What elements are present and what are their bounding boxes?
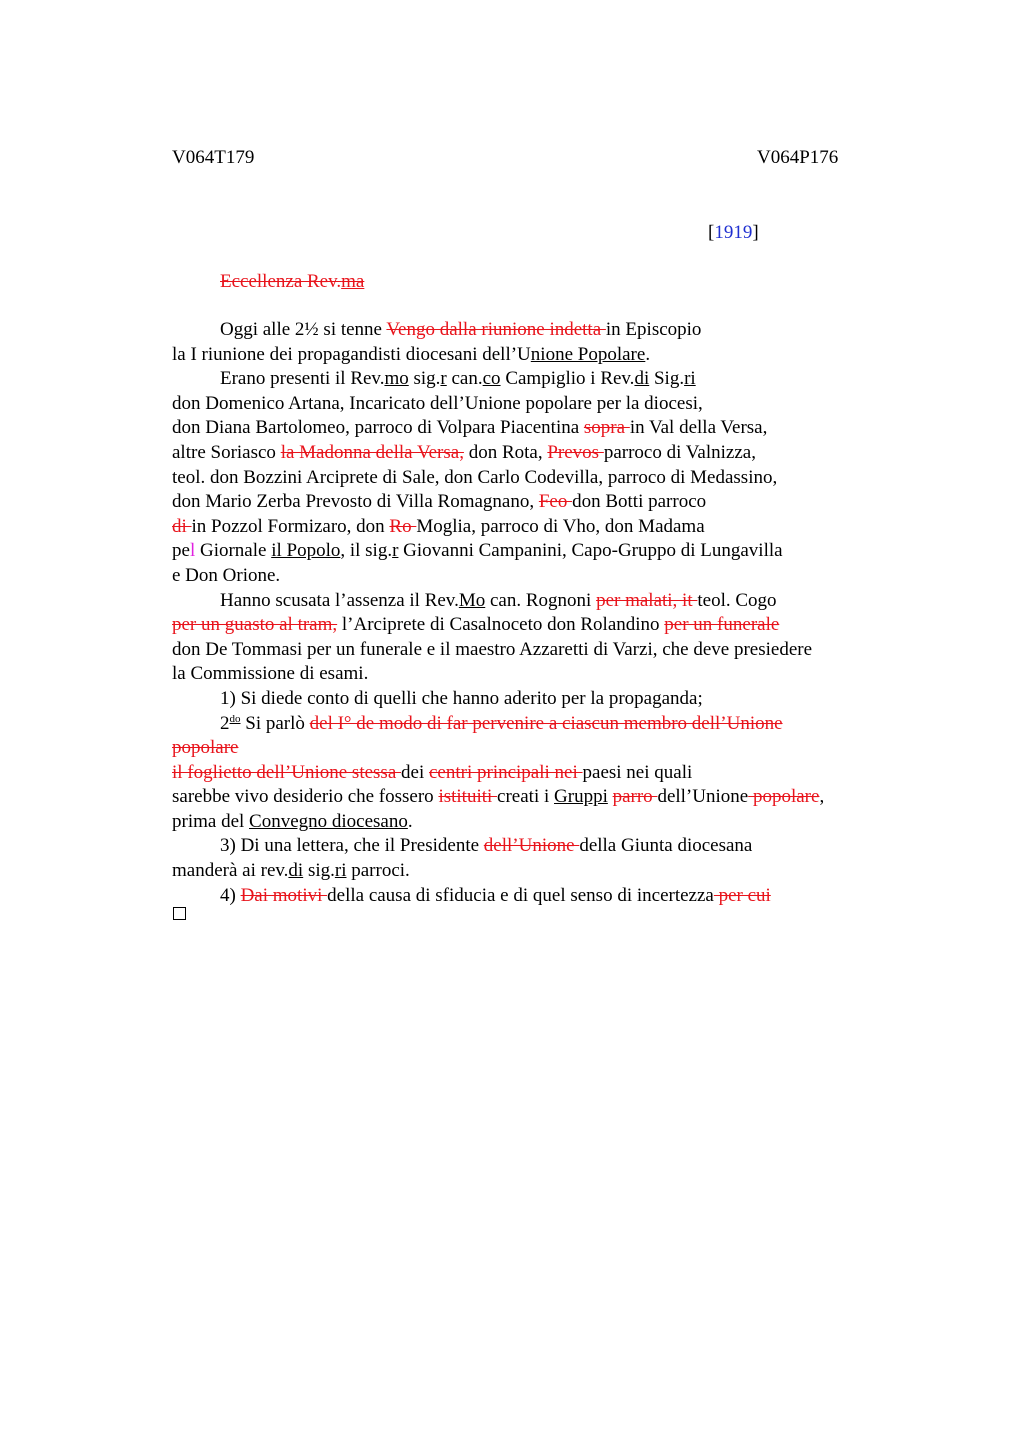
text-line: sarebbe vivo desiderio che fossero istituiti creati i Gruppi parro dell’Unione popolare, — [172, 786, 825, 808]
text-line: don Diana Bartolomeo, parroco di Volpara Piacentina sopra in Val della Versa, — [172, 417, 768, 439]
text-line: prima del Convegno diocesano. — [172, 810, 413, 832]
text-line: don Mario Zerba Prevosto di Villa Romagnano, Feo don Botti parroco — [172, 491, 707, 513]
text-line: per un guasto al tram, l’Arciprete di Casalnoceto don Rolandino per un funerale — [172, 614, 780, 636]
text-line: Erano presenti il Rev.mo sig.r can.co Campiglio i Rev.di Sig.ri — [220, 368, 696, 390]
text-line: e Don Orione. — [172, 564, 281, 586]
document-code-right: V064P176 — [757, 147, 839, 168]
text-line: don De Tommasi per un funerale e il maestro Azzaretti di Varzi, che deve presiedere — [172, 638, 813, 660]
list-item: 3) Di una lettera, che il Presidente dell’Unione della Giunta diocesana — [220, 835, 753, 857]
text-line: teol. don Bozzini Arciprete di Sale, don Carlo Codevilla, parroco di Medassino, — [172, 466, 778, 488]
square-icon — [173, 907, 186, 920]
text-line: manderà ai rev.di sig.ri parroci. — [172, 860, 410, 882]
text-line: la Commissione di esami. — [172, 663, 369, 685]
list-item: 4) Dai motivi della causa di sfiducia e di quel senso di incertezza per cui — [220, 884, 771, 906]
text-line: popolare — [172, 737, 239, 759]
text-line: di in Pozzol Formizaro, don Ro Moglia, parroco di Vho, don Madama — [172, 515, 705, 537]
list-item: $2^{do}$ Si parlò del I° de modo di far pervenire a ciascun membro dell’Unione — [220, 712, 783, 734]
text-line: il foglietto dell’Unione stessa dei centri principali nei paesi nei quali — [172, 761, 693, 783]
year-value: 1919 — [714, 222, 753, 243]
text-line: Oggi alle 2½ si tenne Vengo dalla riunione indetta in Episcopio — [220, 319, 702, 340]
document-code-left: V064T179 — [172, 147, 255, 168]
text-line: altre Soriasco la Madonna della Versa, don Rota, Prevos parroco di Valnizza, — [172, 441, 756, 463]
text-line: Hanno scusata l’assenza il Rev.Mo can. Rognoni per malati, it teol. Cogo — [220, 589, 777, 611]
text-line: don Domenico Artana, Incaricato dell’Unione popolare per la diocesi, — [172, 392, 703, 414]
date-year: [1919] — [708, 222, 759, 243]
salutation-deleted: Eccellenza Rev.ma — [220, 271, 365, 292]
list-item: 1) Si diede conto di quelli che hanno aderito per la propaganda; — [220, 687, 703, 709]
text-line: pel Giornale il Popolo, il sig.r Giovanni Campanini, Capo-Gruppo di Lungavilla — [172, 540, 783, 562]
letter-body — [172, 318, 932, 908]
text-line: la I riunione dei propagandisti diocesani dell’Unione Popolare. — [172, 343, 651, 365]
